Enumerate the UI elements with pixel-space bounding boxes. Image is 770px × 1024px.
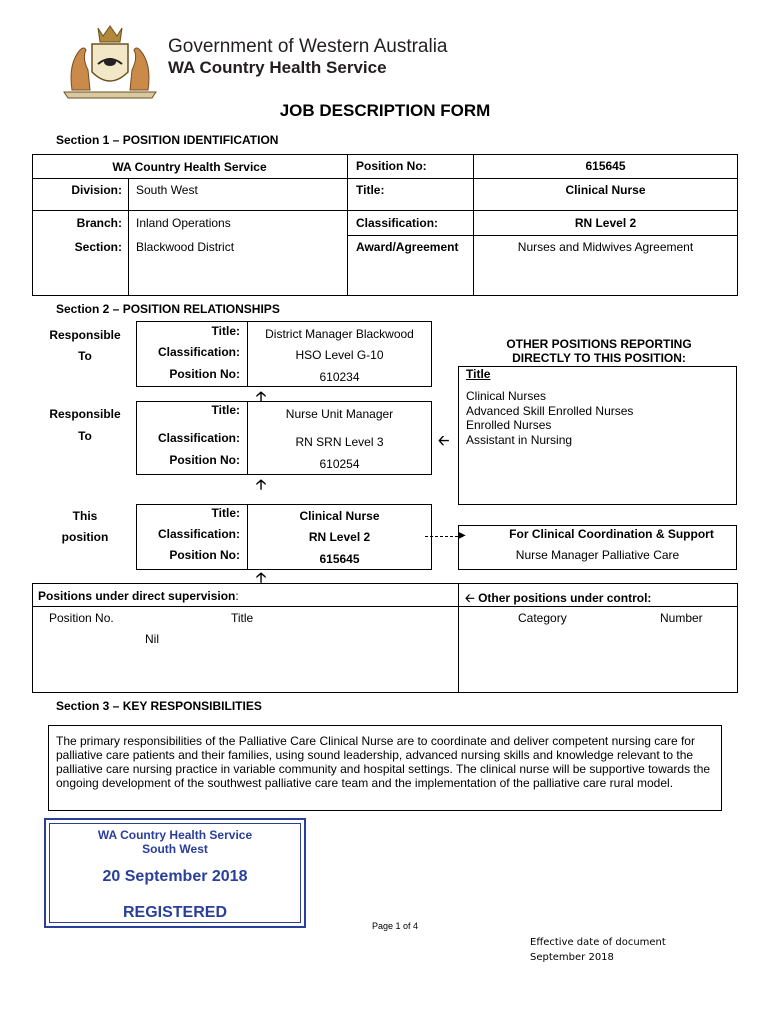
list-item: Enrolled Nurses	[466, 418, 552, 432]
effective-date-label: Effective date of document	[530, 937, 666, 948]
arrow-up-icon: 🡡	[256, 388, 267, 404]
box3-classification: RN Level 2	[308, 530, 371, 544]
direct-supervision-heading: Positions under direct supervision:	[38, 589, 239, 603]
org-name: WA Country Health Service	[112, 160, 267, 174]
coordination-heading: For Clinical Coordination & Support	[509, 527, 714, 541]
section-label: Section:	[74, 240, 122, 254]
list-item: Assistant in Nursing	[466, 432, 573, 447]
arrow-up-icon: 🡡	[256, 569, 267, 585]
other-positions-title-col: Title	[466, 367, 491, 381]
section-value: Blackwood District	[136, 240, 235, 254]
award-value: Nurses and Midwives Agreement	[517, 240, 694, 254]
box1-title-label: Title:	[211, 324, 240, 338]
effective-date-value: September 2018	[530, 952, 614, 963]
responsible-label-1: Responsible	[49, 328, 121, 342]
box3-title: Clinical Nurse	[299, 509, 380, 523]
classification-value: RN Level 2	[574, 216, 637, 230]
box2-classification: RN SRN Level 3	[295, 435, 384, 449]
box2-title: Nurse Unit Manager	[285, 407, 394, 421]
division-value: South West	[136, 183, 198, 197]
box3-position-no: 615645	[319, 552, 360, 566]
box3-position-no-label: Position No:	[169, 548, 240, 562]
box1-classification: HSO Level G-10	[295, 348, 384, 362]
government-title: Government of Western Australia	[168, 36, 448, 57]
branch-label: Branch:	[76, 216, 122, 230]
nil-value: Nil	[145, 632, 159, 646]
box3-title-label: Title:	[211, 506, 240, 520]
award-label: Award/Agreement	[356, 240, 459, 254]
position-label: position	[61, 530, 109, 544]
box3-classification-label: Classification:	[157, 527, 240, 541]
position-no-value: 615645	[585, 159, 626, 173]
arrow-left-icon: 🡠	[438, 432, 450, 448]
arrow-left-icon: 🡠	[465, 591, 475, 605]
wa-crest-logo	[58, 24, 162, 100]
title-label: Title:	[356, 183, 385, 197]
service-title: WA Country Health Service	[168, 58, 387, 77]
position-no-label: Position No:	[356, 159, 427, 173]
this-label: This	[72, 509, 98, 523]
box2-position-no-label: Position No:	[169, 453, 240, 467]
col-title: Title	[231, 611, 254, 625]
box1-position-no-label: Position No:	[169, 367, 240, 381]
arrow-right-icon: ▶	[458, 530, 466, 541]
list-item: Advanced Skill Enrolled Nurses	[466, 403, 634, 418]
to-label-2: To	[78, 429, 92, 443]
division-label: Division:	[71, 183, 122, 197]
stamp-status: REGISTERED	[122, 904, 227, 921]
section3-heading: Section 3 – KEY RESPONSIBILITIES	[56, 699, 262, 713]
title-value: Clinical Nurse	[565, 183, 646, 197]
section1-heading: Section 1 – POSITION IDENTIFICATION	[56, 133, 279, 147]
box2-title-label: Title:	[211, 403, 240, 417]
stamp-org: WA Country Health Service	[97, 828, 253, 842]
coordination-position: Nurse Manager Palliative Care	[515, 548, 680, 562]
other-positions-heading: OTHER POSITIONS REPORTING DIRECTLY TO THIS POSITION:	[506, 337, 692, 365]
col-category: Category	[518, 611, 567, 625]
box2-position-no: 610254	[319, 457, 360, 471]
arrow-up-icon: 🡡	[256, 476, 267, 492]
box2-classification-label: Classification:	[157, 431, 240, 445]
form-title: JOB DESCRIPTION FORM	[279, 101, 491, 120]
section2-heading: Section 2 – POSITION RELATIONSHIPS	[56, 302, 280, 316]
list-item: Clinical Nurses	[466, 389, 547, 403]
col-number: Number	[660, 611, 703, 625]
stamp-date: 20 September 2018	[102, 868, 248, 885]
box1-classification-label: Classification:	[157, 345, 240, 359]
branch-value: Inland Operations	[136, 216, 231, 230]
col-position-no: Position No.	[49, 611, 114, 625]
to-label-1: To	[78, 349, 92, 363]
key-responsibilities-text: The primary responsibilities of the Palliative Care Clinical Nurse are to coordinate and deliver competent nursing care for palliative care patients and their families, using sound leadership, advanced nursing skills and knowledge relevant to the palliative care nursing practice in variable community and hospital settings. The clinical nurse will be supportive towards the ongoing development of the southwest palliative care team and the implementation of the palliative care rural model.	[56, 734, 711, 790]
page-number: Page 1 of 4	[372, 921, 419, 931]
stamp-region: South West	[142, 842, 208, 856]
box1-position-no: 610234	[319, 370, 360, 384]
other-control-heading: 🡠 Other positions under control:	[465, 591, 652, 605]
other-positions-list	[466, 389, 633, 447]
box1-title: District Manager Blackwood	[265, 327, 414, 341]
classification-label: Classification:	[356, 216, 439, 230]
responsible-label-2: Responsible	[49, 407, 121, 421]
